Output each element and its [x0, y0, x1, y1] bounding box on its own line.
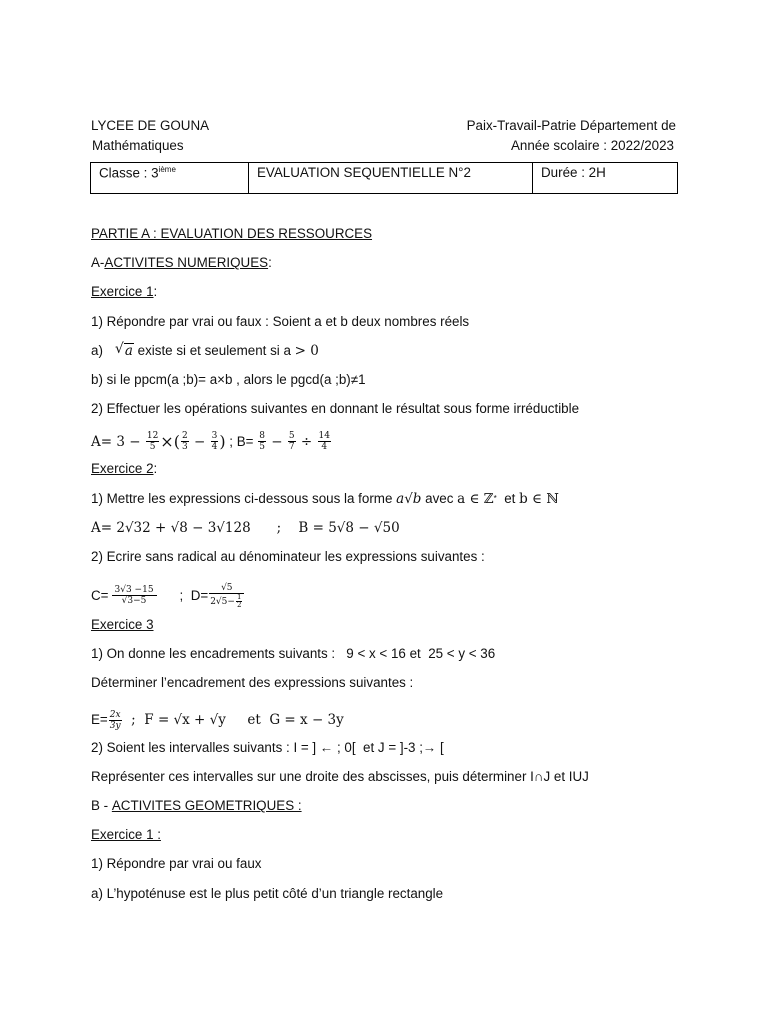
school-year: Année scolaire : 2022/2023	[510, 137, 674, 153]
geo-question-1: 1) Répondre par vrai ou faux	[91, 856, 262, 872]
frac-num: √5	[209, 583, 244, 594]
exercise-2-colon: :	[153, 461, 158, 477]
sqrt-a: √ a	[114, 340, 133, 359]
geo-exercise-1-title: Exercice 1 :	[91, 827, 161, 843]
qa-prefix: a)	[91, 342, 103, 358]
fraction-c	[112, 585, 157, 606]
minus-sign: −	[189, 433, 210, 450]
exercise-2-title: Exercice 2	[91, 461, 154, 477]
section-a-prefix: A-	[91, 255, 105, 271]
frac-num: 8	[259, 431, 265, 442]
expr-f: ; F = √x + √y	[122, 712, 226, 729]
frac-den: 4	[321, 442, 328, 453]
fraction-8-5	[258, 431, 266, 452]
national-motto: Paix-Travail-Patrie Département de	[466, 118, 676, 133]
fraction-14-4	[318, 431, 331, 452]
expr-c-label: C=	[91, 587, 109, 603]
exercise-3-heading	[91, 615, 708, 644]
qa-inequality: > 0	[294, 342, 319, 359]
fraction-d	[209, 583, 244, 609]
form-a-sqrt-b: a√b	[396, 490, 422, 507]
fraction-5-7	[288, 431, 296, 452]
divide-sign: ÷	[296, 433, 317, 450]
ex3-question-2b: Représenter ces intervalles sur une droite des abscisses, puis déterminer I∩J et IUJ	[91, 768, 589, 784]
frac-den: 4	[211, 442, 218, 453]
exam-title-cell: EVALUATION SEQUENTIELLE N°2	[249, 163, 533, 194]
expr-b-radicals: ; B = 5√8 − √50	[276, 519, 400, 536]
frac-den: 3y	[109, 720, 121, 731]
frac-den: 5	[149, 442, 156, 453]
fraction-3-4	[211, 431, 219, 452]
section-b-prefix: B -	[91, 798, 112, 813]
ex1-question-b: b) si le ppcm(a ;b)= a×b , alors le pgcd(a ;b)≠1	[91, 371, 366, 387]
expr-a-label: A= 3 −	[91, 433, 145, 450]
ex2-q1-mid: avec	[421, 490, 458, 506]
frac-den: √3−5	[121, 596, 147, 607]
geo-question-a: a) L’hypoténuse est le plus petit côté d’un triangle rectangle	[91, 885, 444, 901]
section-a-suffix: :	[268, 255, 272, 271]
ex3-question-1b: Déterminer l’encadrement des expressions suivantes :	[91, 675, 414, 691]
exercise-1-heading	[91, 282, 708, 311]
frac-num: 2	[181, 431, 188, 442]
frac-den: 7	[288, 442, 295, 453]
exam-info-table	[90, 162, 678, 194]
class-superscript: ième	[158, 165, 176, 174]
ex1-question-1: 1) Répondre par vrai ou faux : Soient a et b deux nombres réels	[91, 313, 470, 329]
frac-num: 3	[211, 431, 218, 442]
exercise-1-title: Exercice 1	[91, 284, 154, 300]
expr-e-label: E=	[91, 712, 108, 728]
frac-den: 5	[259, 442, 265, 453]
ex2-q1-text: 1) Mettre les expressions ci-dessous sous la forme	[91, 490, 397, 506]
frac-num: 5	[288, 431, 295, 442]
exercise-3-title: Exercice 3	[91, 617, 154, 633]
part-a-title	[91, 224, 708, 253]
fraction-2-3	[181, 431, 189, 452]
frac-den-d	[209, 594, 244, 609]
document-header	[91, 116, 676, 155]
times-paren: ×(	[160, 431, 180, 451]
frac-den: 2	[236, 600, 242, 609]
condition-b-natural: b ∈ ℕ	[519, 490, 559, 507]
frac-den: 3	[181, 442, 188, 453]
close-paren: )	[219, 431, 226, 451]
fraction-1-2	[236, 594, 242, 609]
exercise-1-colon: :	[153, 284, 158, 300]
frac-num: 2x	[109, 709, 121, 720]
section-b-heading	[91, 796, 708, 825]
fraction-e	[109, 710, 122, 731]
class-cell	[91, 163, 249, 194]
sqrt-a-radicand: a	[124, 342, 133, 359]
star-superscript: *	[493, 493, 497, 503]
expr-g: et G = x − 3y	[225, 712, 344, 729]
section-a-heading	[91, 253, 708, 282]
minus-sign: −	[266, 433, 287, 450]
school-name: LYCEE DE GOUNA	[91, 118, 210, 133]
frac-num: 1	[236, 592, 242, 601]
expr-d-label: ; D=	[179, 587, 209, 603]
exam-body	[91, 224, 708, 913]
ex2-question-2: 2) Ecrire sans radical au dénominateur les expressions suivantes :	[91, 548, 485, 564]
qa-text: existe si et seulement si a	[133, 342, 295, 358]
expr-b-label: ; B=	[225, 433, 258, 449]
ex2-expressions-c-d	[91, 576, 708, 615]
exercise-2-heading	[91, 459, 708, 488]
section-a-title: ACTIVITES NUMERIQUES	[104, 255, 269, 271]
part-a-heading: PARTIE A : EVALUATION DES RESSOURCES	[91, 226, 373, 241]
ex3-question-1: 1) On donne les encadrements suivants : 9 < x < 16 et 25 < y < 36	[91, 646, 496, 662]
frac-den-text: 2√5−	[210, 596, 235, 607]
condition-a-integer: a ∈ ℤ	[457, 490, 494, 507]
ex3-expressions-e-f-g	[91, 703, 708, 738]
ex1-question-2: 2) Effectuer les opérations suivantes en donnant le résultat sous forme irréductible	[91, 401, 580, 417]
subject-name: Mathématiques	[92, 137, 184, 153]
expr-a-radicals: A= 2√32 + √8 − 3√128	[91, 519, 251, 536]
ex3-question-2: 2) Soient les intervalles suivants : I = ] ← ; 0[ et J = ]-3 ;→ [	[91, 739, 444, 755]
frac-num: 14	[318, 431, 330, 442]
geo-exercise-1-heading	[91, 825, 708, 854]
ex2-q1-and: et	[496, 490, 520, 506]
class-label: Classe : 3	[99, 165, 159, 181]
ex2-expressions-a-b	[91, 518, 708, 547]
ex2-question-1	[91, 489, 708, 518]
ex1-question-a	[91, 341, 708, 370]
fraction-12-5	[146, 431, 159, 452]
duration-cell: Durée : 2H	[533, 163, 678, 194]
ex1-expressions-a-b	[91, 424, 708, 459]
frac-num: 12	[146, 431, 159, 442]
frac-num: 3√3 −15	[112, 585, 157, 596]
section-b-title: ACTIVITES GEOMETRIQUES :	[111, 798, 302, 813]
